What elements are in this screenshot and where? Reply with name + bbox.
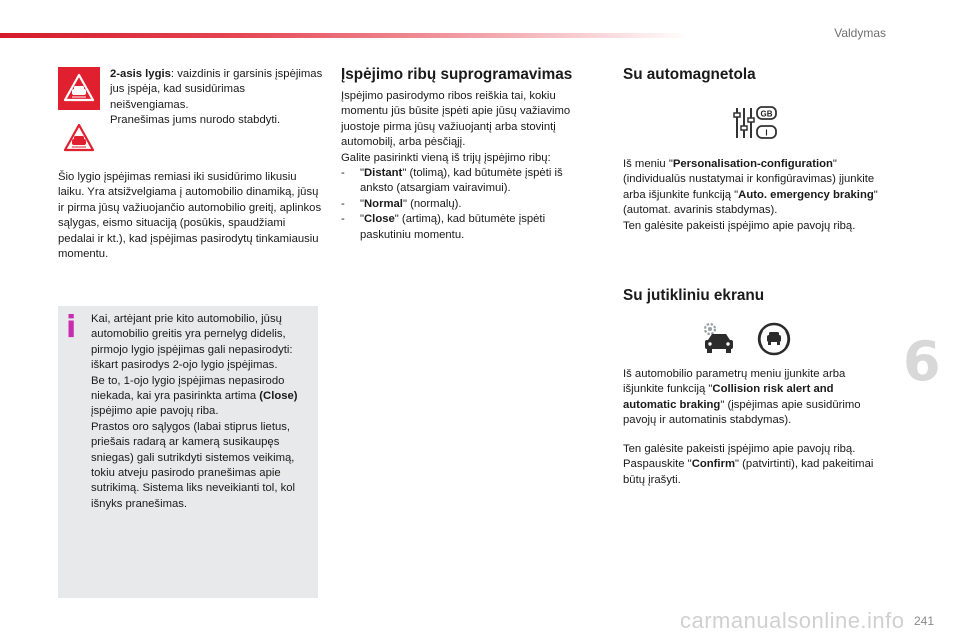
touchscreen-body: Iš automobilio parametrų meniu įjunkite arba išjunkite funkciją "Collision risk alert and automatic braking" (įspėjimas apie susidūrimo pavojų ir automatinis stabdymas).	[623, 368, 861, 427]
page-number: 241	[914, 614, 935, 628]
info-box	[58, 306, 318, 598]
thresholds-heading: Įspėjimo ribų suprogramavimas	[341, 66, 573, 83]
info-text-3: Prastos oro sąlygos (labai stiprus lietus, priešais radarą ar kamerą susikaupęs sniegas) gali sutrikdyti sistemos veikimą, tokiu atveju pasirodo pranešimas apie sutrikimą. Sistema liks neveikianti tol, kol išnyks pranešimas.	[91, 420, 296, 510]
info-text-2: Be to, 1-ojo lygio įspėjimas nepasirodo niekada, kai yra pasirinkta artima (Close) įspėjimo apie pavojų riba.	[91, 374, 298, 418]
option-close: - "Close" (artimą), kad būtumėte įspėti paskutiniu momentu.	[341, 213, 546, 241]
collision-alert-icon	[756, 322, 792, 356]
gb-label: GB	[760, 109, 773, 119]
option-distant: - "Distant" (tolimą), kad būtumėte įspėti iš anksto (atsargiam vairavimui).	[341, 167, 563, 195]
i-label: I	[765, 128, 768, 138]
radio-heading: Su automagnetola	[623, 66, 756, 83]
option-normal: - "Normal" (normalų).	[341, 197, 462, 210]
car-settings-icon	[700, 320, 736, 356]
touchscreen-heading: Su jutikliniu ekranu	[623, 287, 765, 304]
touchscreen-confirm: Ten galėsite pakeisti įspėjimo apie pavojų ribą. Paspauskite "Confirm" (patvirtinti), kad pakeitimai būtų įrašyti.	[623, 443, 874, 486]
collision-warning-red-icon	[58, 67, 100, 110]
header-accent-bar	[0, 33, 690, 38]
radio-body: Iš meniu "Personalisation-configuration" (individualūs nustatymai ir konfigūravimas) įjunkite arba išjunkite funkciją "Auto. emergency braking" (automat. avarinis stabdymas). Ten galėsite pakeisti įspėjimo apie pavojų ribą.	[623, 158, 878, 232]
collision-warning-outline-icon	[58, 117, 100, 160]
timing-paragraph: Šio lygio įspėjimas remiasi iki susidūrimo likusiu laiku. Yra atsižvelgiama į automobilio dinamiką, jūsų ir pirma jūsų važiuojančio automobilio greitį, aplinkos sąlygas, eismo situaciją (posūkis, spaudžiami pedalai ir kt.), kad įspėjimas pasirodytų tinkamiausiu momentu.	[58, 171, 322, 261]
info-text-1: Kai, artėjant prie kito automobilio, jūsų automobilio greitis yra pernelyg didelis, pirmojo lygio įspėjimas gali nepasirodyti: iškart pasirodys 2-ojo lygio įspėjimas.	[91, 313, 293, 372]
level2-description: 2-asis lygis: vaizdinis ir garsinis įspėjimas jus įspėja, kad susidūrimas neišvengiamas. Pranešimas jums nurodo stabdyti.	[110, 68, 323, 127]
settings-sliders-icon	[733, 104, 779, 142]
thresholds-body: Įspėjimo pasirodymo ribos reiškia tai, kokiu momentu jūs būsite įspėti apie jūsų važiavimo juostoje pirma jūsų važiuojantį arba stovintį automobilį, arba pėsčiąjį. Galite pasirinkti vieną iš trijų įspėjimo ribų: - "Distant" (tolimą), kad būtumėte įspėti iš anksto (atsargiam vairavimui). - "Normal" (normalų). - "Close" (artimą), kad būtumėte įspėti paskutiniu momentu.	[341, 89, 599, 243]
chapter-number: 6	[903, 330, 941, 393]
watermark: carmanualsonline.info	[680, 608, 905, 633]
info-i-icon: i	[66, 310, 77, 345]
section-title: Valdymas	[834, 26, 886, 40]
